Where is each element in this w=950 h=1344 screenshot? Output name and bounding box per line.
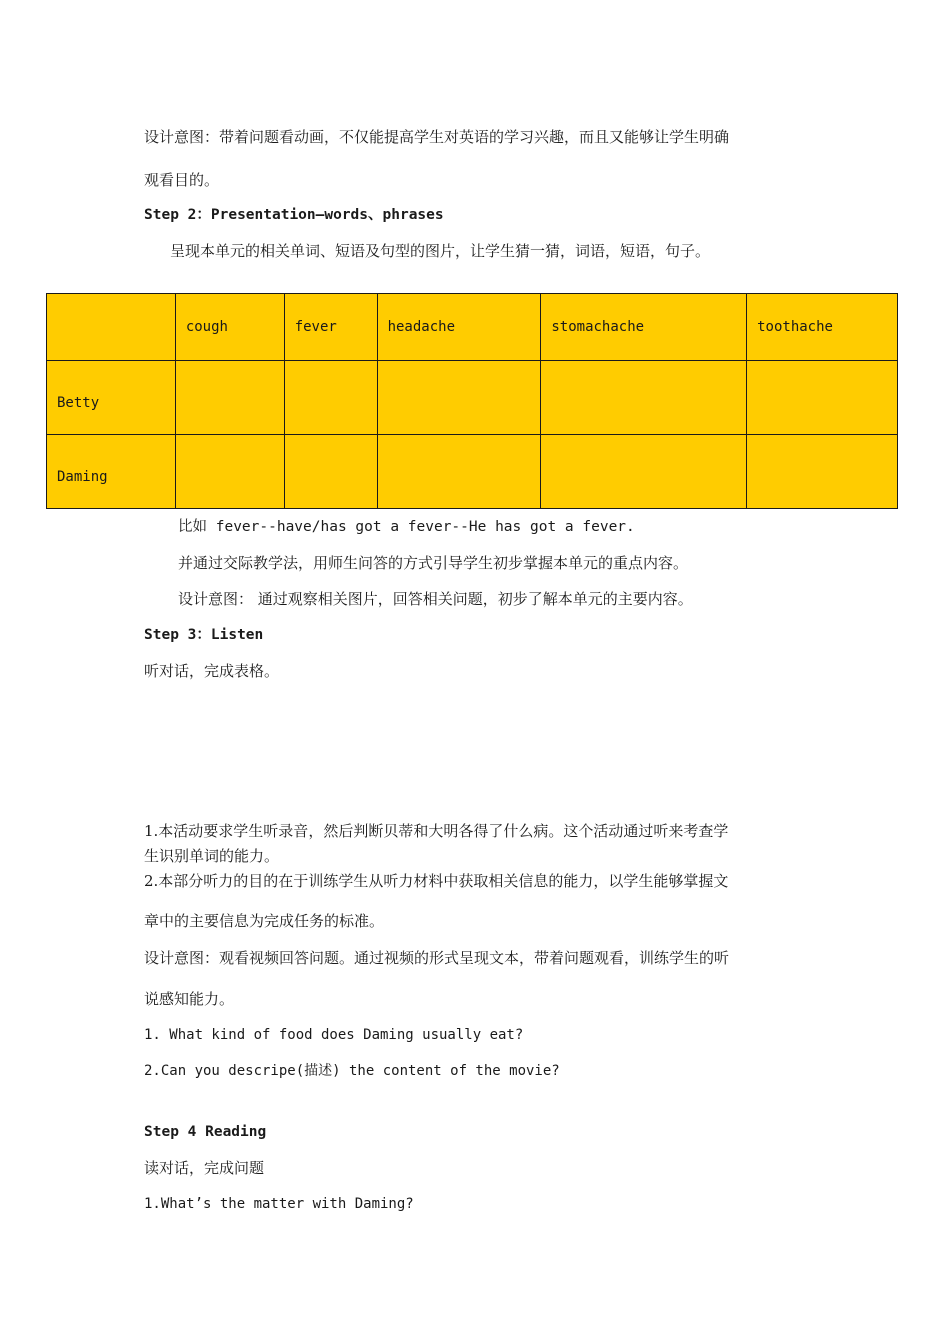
example-text: 比如 fever--have/has got a fever--He has got a fever. — [178, 519, 635, 535]
table-header-cell: stomachache — [541, 294, 747, 361]
step2-description: 呈现本单元的相关单词、短语及句型的图片，让学生猜一猜，词语，短语，句子。 — [170, 242, 711, 260]
question-2: 2.Can you descripe(描述) the content of the movie? — [144, 1063, 560, 1079]
design-intent-text: 设计意图：观看视频回答问题。通过视频的形式呈现文本，带着问题观看，训练学生的听 — [144, 949, 730, 967]
step3-point1-cont: 生识别单词的能力。 — [144, 847, 280, 865]
table-row-name: Daming — [47, 435, 176, 509]
table-cell — [377, 361, 541, 435]
design-intent-text: 设计意图： 通过观察相关图片，回答相关问题，初步了解本单元的主要内容。 — [178, 590, 693, 608]
table-row-name: Betty — [47, 361, 176, 435]
table-header-row — [47, 294, 898, 361]
step4-question-1: 1.What’s the matter with Daming? — [144, 1196, 414, 1212]
table-cell — [377, 435, 541, 509]
table-header-cell: cough — [175, 294, 284, 361]
table-cell — [541, 361, 747, 435]
design-intent-text-cont: 说感知能力。 — [144, 990, 235, 1008]
table-cell — [747, 361, 898, 435]
step4-heading: Step 4 Reading — [144, 1124, 267, 1140]
step3-task: 听对话，完成表格。 — [144, 662, 280, 680]
step3-point2: 2.本部分听力的目的在于训练学生从听力材料中获取相关信息的能力，以学生能够掌握文 — [144, 872, 729, 890]
table-cell — [284, 361, 377, 435]
table-header-cell: toothache — [747, 294, 898, 361]
step3-heading: Step 3：Listen — [144, 627, 264, 643]
step3-point1: 1.本活动要求学生听录音，然后判断贝蒂和大明各得了什么病。这个活动通过听来考查学 — [144, 822, 729, 840]
method-text: 并通过交际教学法，用师生问答的方式引导学生初步掌握本单元的重点内容。 — [178, 554, 689, 572]
table-cell — [175, 435, 284, 509]
table-row — [47, 361, 898, 435]
step4-task: 读对话，完成问题 — [144, 1159, 265, 1177]
table-cell — [747, 435, 898, 509]
design-intent-text: 设计意图：带着问题看动画，不仅能提高学生对英语的学习兴趣，而且又能够让学生明确 — [144, 128, 730, 146]
step3-point2-cont: 章中的主要信息为完成任务的标准。 — [144, 912, 385, 930]
question-1: 1. What kind of food does Daming usually eat? — [144, 1027, 524, 1043]
table-cell — [175, 361, 284, 435]
design-intent-text-cont: 观看目的。 — [144, 171, 220, 189]
table-row — [47, 435, 898, 509]
step2-heading: Step 2：Presentation—words、phrases — [144, 207, 444, 223]
table-cell — [284, 435, 377, 509]
table-header-cell — [47, 294, 176, 361]
table-cell — [541, 435, 747, 509]
symptom-table — [46, 293, 898, 509]
table-header-cell: fever — [284, 294, 377, 361]
table-header-cell: headache — [377, 294, 541, 361]
